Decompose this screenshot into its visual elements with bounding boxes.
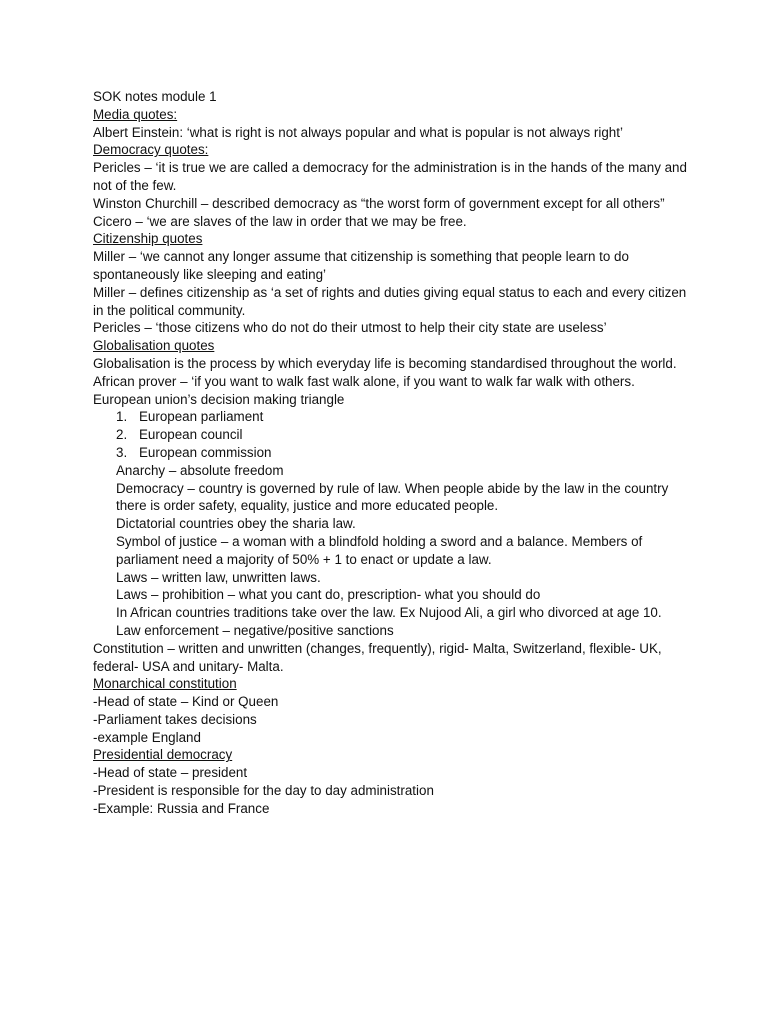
list-item-text: European commission [139, 444, 272, 460]
list-number: 2. [116, 427, 128, 443]
list-item [93, 444, 693, 462]
globalisation-quotes-heading: Globalisation quotes [93, 338, 215, 354]
note-african-traditions: In African countries traditions take over the law. Ex Nujood Ali, a girl who divorced at age 10. [116, 605, 662, 621]
presidential-list [93, 764, 693, 817]
presidential-democracy-heading: Presidential democracy [93, 747, 233, 763]
eu-triangle-intro: European union’s decision making triangle [93, 391, 345, 407]
note-symbol-of-justice: Symbol of justice – a woman with a blindfold holding a sword and a balance. Members of parliament need a majority of 50% + 1 to enact or update a law. [116, 533, 643, 567]
quote-pericles-democracy: Pericles – ‘it is true we are called a democracy for the administration is in the hands of the many and not of the few. [93, 160, 687, 193]
note-democracy: Democracy – country is governed by rule of law. When people abide by the law in the country there is order safety, equality, justice and more educated people. [116, 480, 669, 514]
quote-cicero: Cicero – ‘we are slaves of the law in order that we may be free. [93, 213, 467, 229]
list-item: -Head of state – Kind or Queen [93, 694, 279, 710]
globalisation-definition: Globalisation is the process by which everyday life is becoming standardised throughout the world. [93, 355, 677, 371]
monarchical-list [93, 693, 693, 746]
note-laws-prohibition: Laws – prohibition – what you cant do, prescription- what you should do [116, 587, 541, 603]
list-item: -Head of state – president [93, 765, 248, 781]
quote-miller-2: Miller – defines citizenship as ‘a set of rights and duties giving equal status to each and every citizen in the political community. [93, 284, 687, 318]
indented-notes [93, 462, 693, 640]
quote-miller-1: Miller – ‘we cannot any longer assume that citizenship is something that people learn to do spontaneously like sleeping and eating’ [93, 249, 629, 282]
list-item [93, 408, 693, 426]
eu-triangle-list [93, 408, 693, 461]
document-page [93, 88, 693, 818]
note-law-enforcement: Law enforcement – negative/positive sanctions [116, 622, 394, 638]
list-item [93, 426, 693, 444]
list-item-text: European council [139, 427, 243, 443]
note-anarchy: Anarchy – absolute freedom [116, 462, 284, 478]
citizenship-quotes-heading: Citizenship quotes [93, 231, 203, 247]
quote-einstein: Albert Einstein: ‘what is right is not always popular and what is popular is not always right’ [93, 124, 623, 140]
list-item-text: European parliament [139, 409, 264, 425]
note-dictatorial: Dictatorial countries obey the sharia law. [116, 516, 356, 532]
quote-pericles-citizens: Pericles – ‘those citizens who do not do their utmost to help their city state are useless’ [93, 320, 607, 336]
media-quotes-heading: Media quotes: [93, 106, 178, 122]
list-item: -example England [93, 729, 201, 745]
list-number: 1. [116, 409, 128, 425]
quote-churchill: Winston Churchill – described democracy as “the worst form of government except for all others” [93, 195, 665, 211]
democracy-quotes-heading: Democracy quotes: [93, 142, 209, 158]
list-item: -Parliament takes decisions [93, 711, 257, 727]
monarchical-constitution-heading: Monarchical constitution [93, 676, 237, 692]
list-item: -President is responsible for the day to day administration [93, 783, 434, 799]
african-proverb: African prover – ‘if you want to walk fast walk alone, if you want to walk far walk with others. [93, 373, 635, 389]
note-laws-types: Laws – written law, unwritten laws. [116, 569, 321, 585]
list-number: 3. [116, 444, 128, 460]
list-item: -Example: Russia and France [93, 800, 270, 816]
note-constitution: Constitution – written and unwritten (changes, frequently), rigid- Malta, Switzerland, flexible- UK, federal- USA and unitary- Malta. [93, 640, 662, 674]
document-title: SOK notes module 1 [93, 89, 217, 104]
